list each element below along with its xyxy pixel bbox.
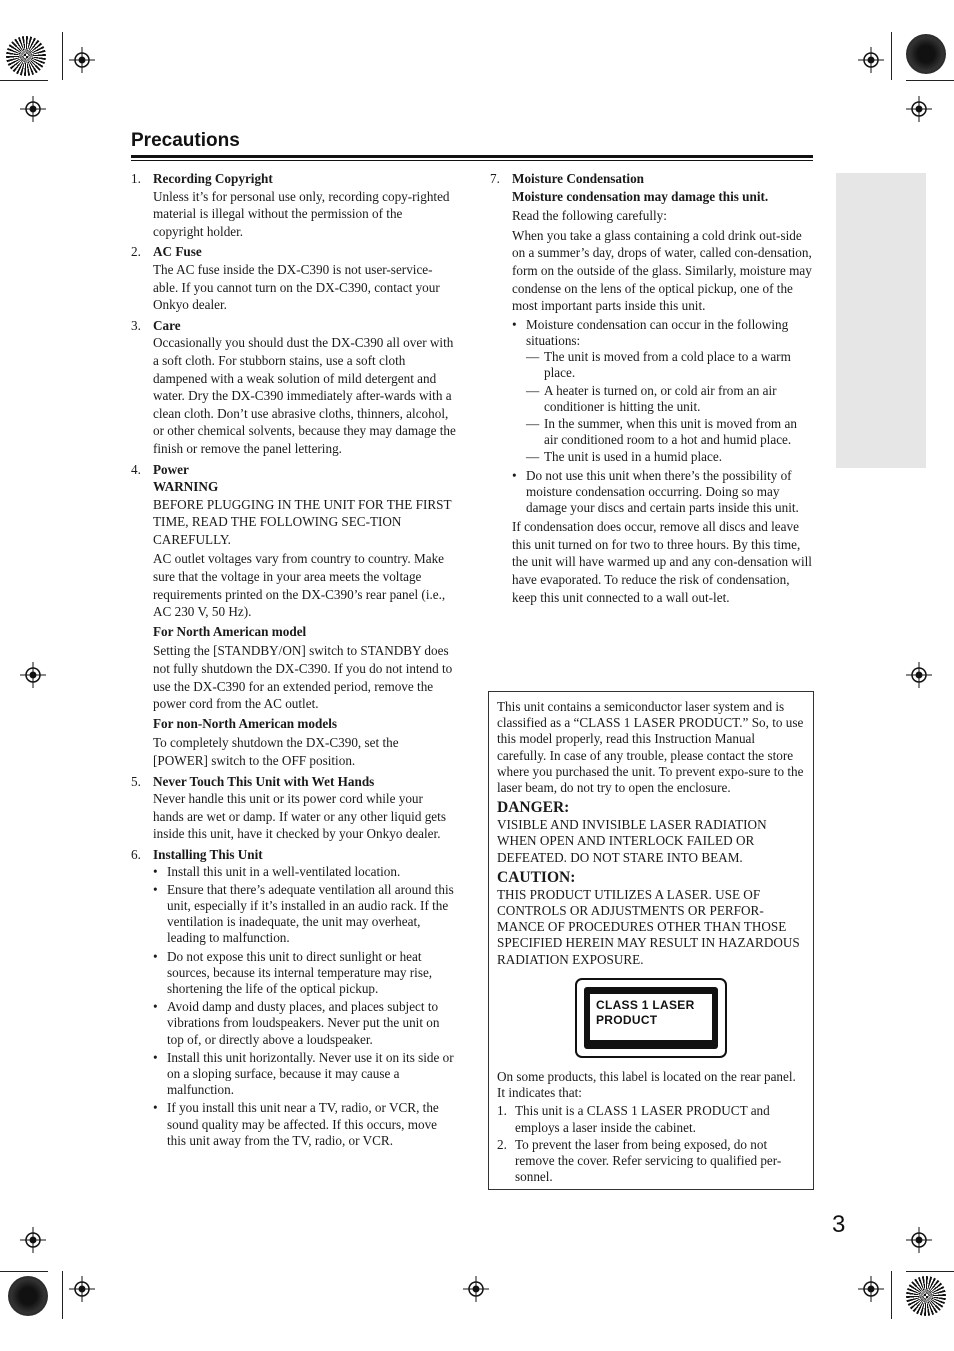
warning-heading: WARNING xyxy=(153,479,219,495)
na-text: Setting the [STANDBY/ON] switch to STANDBY does not fully shutdown the DX-C390. If you do not intend to use the DX-C390 for an extended period, remove the power cord from the AC outlet. xyxy=(153,643,453,712)
rosette-mark-top-left xyxy=(6,36,46,76)
item-number: 3. xyxy=(131,317,141,333)
registration-mark-icon xyxy=(858,47,884,73)
registration-mark-icon xyxy=(906,662,932,688)
nna-text: To completely shutdown the DX-C390, set the [POWER] switch to the OFF position. xyxy=(153,735,399,768)
item-heading: Recording Copyright xyxy=(153,171,273,186)
note-list xyxy=(497,1103,807,1185)
crop-mark xyxy=(891,1271,892,1319)
item-heading: Care xyxy=(153,317,181,333)
crop-mark xyxy=(0,80,48,81)
item-number: 7. xyxy=(490,171,500,186)
item-number: 6. xyxy=(131,846,141,862)
voltage-text: AC outlet voltages vary from country to country. Make sure that the voltage in your area meets the voltage requirements printed on the DX-C390’s rear panel (i.e., AC 230 V, 50 Hz). xyxy=(153,551,446,620)
item-text: Unless it’s for personal use only, recording copy-righted material is illegal without the permission of the copyright holder. xyxy=(153,188,450,239)
precaution-item xyxy=(131,170,456,240)
page-number: 3 xyxy=(832,1211,846,1238)
item-text: Never handle this unit or its power cord while your hands are wet or damp. If water or any other liquid gets inside this unit, have it checked by your Onkyo dealer. xyxy=(153,791,446,842)
crop-mark xyxy=(891,32,892,80)
side-tab xyxy=(836,173,926,468)
registration-mark-icon xyxy=(20,662,46,688)
list-item: • If you install this unit near a TV, radio, or VCR, the sound quality may be affected. If this occurs, move this unit away from the TV, radio, or VCR. xyxy=(153,1100,439,1148)
laser-warning-box xyxy=(488,691,814,1190)
item-number: 1. xyxy=(131,171,141,186)
installation-bullets xyxy=(153,864,456,1149)
item-heading: Power xyxy=(153,461,189,477)
item-heading: Never Touch This Unit with Wet Hands xyxy=(153,773,375,789)
danger-text: VISIBLE AND INVISIBLE LASER RADIATION WHEN OPEN AND INTERLOCK FAILED OR DEFEATED. DO NOT STARE INTO BEAM. xyxy=(497,817,767,865)
rosette-mark-bottom-left xyxy=(8,1276,48,1316)
note-intro: On some products, this label is located on the rear panel. It indicates that: xyxy=(497,1069,796,1101)
precaution-item xyxy=(131,317,456,458)
registration-mark-icon xyxy=(69,47,95,73)
left-column xyxy=(131,170,456,1152)
caution-heading: CAUTION: xyxy=(497,868,576,886)
list-item: — A heater is turned on, or cold air from an air conditioner is hitting the unit. xyxy=(526,382,777,414)
read-text: Read the following carefully: xyxy=(512,208,667,224)
closing-text: If condensation does occur, remove all discs and leave this unit turned on for two to three hours. By this time, the unit will have warmed up and any con-densation will have evaporated. To reduce the risk of condensation, keep this unit connected to a wall out-let. xyxy=(512,519,812,605)
item-subheading: Moisture condensation may damage this unit. xyxy=(512,188,769,204)
list-item: — In the summer, when this unit is moved from an air conditioned room to a hot and humid place. xyxy=(526,415,797,448)
list-item: 2. To prevent the laser from being exposed, do not remove the cover. Refer servicing to qualified per-sonnel. xyxy=(497,1136,782,1185)
registration-mark-icon xyxy=(858,1276,884,1302)
precaution-item xyxy=(490,170,814,606)
list-item: • Install this unit horizontally. Never use it on its side or on a sloping surface, because it may cause a malfunction. xyxy=(153,1049,454,1098)
precaution-item xyxy=(131,846,456,1149)
title-rule-thin xyxy=(131,160,813,161)
list-item: • Ensure that there’s adequate ventilation all around this unit, especially if it’s installed in an audio rack. If the ventilation is inadequate, the unit may overheat, leading to malfunction. xyxy=(153,881,454,946)
item-heading: Moisture Condensation xyxy=(512,171,645,186)
registration-mark-icon xyxy=(906,1227,932,1253)
registration-mark-icon xyxy=(906,96,932,122)
crop-mark xyxy=(62,1271,63,1319)
registration-mark-icon xyxy=(20,1227,46,1253)
crop-mark xyxy=(62,32,63,80)
item-number: 5. xyxy=(131,773,141,789)
list-item: 1. This unit is a CLASS 1 LASER PRODUCT and employs a laser inside the cabinet. xyxy=(497,1103,770,1135)
item-text: The AC fuse inside the DX-C390 is not user-service-able. If you cannot turn on the DX-C390, contact your Onkyo dealer. xyxy=(153,261,440,313)
laser-intro: This unit contains a semiconductor laser system and is classified as a “CLASS 1 LASER PRODUCT.” So, to use this model properly, read this Instruction Manual carefully. In case of any trouble, please contact the store where you purchased the unit. To prevent expo-sure to the laser beam, do not try to open the enclosure. xyxy=(497,699,804,796)
caution-text: THIS PRODUCT UTILIZES A LASER. USE OF CONTROLS OR ADJUSTMENTS OR PERFOR-MANCE OF PROCEDURES OTHER THAN THOSE SPECIFIED HEREIN MAY RESULT IN HAZARDOUS RADIATION EXPOSURE. xyxy=(497,886,800,967)
danger-heading: DANGER: xyxy=(497,799,570,817)
page-title: Precautions xyxy=(131,130,240,151)
precaution-item xyxy=(131,461,456,770)
registration-mark-icon xyxy=(69,1276,95,1302)
laser-note xyxy=(497,1069,807,1185)
situation-list xyxy=(526,349,814,465)
laser-label xyxy=(575,978,727,1058)
title-rule-thick xyxy=(131,155,813,158)
registration-mark-icon xyxy=(463,1276,489,1302)
item-heading: Installing This Unit xyxy=(153,846,263,862)
list-item: • Avoid damp and dusty places, and places subject to vibrations from loudspeakers. Never put the unit on top of, or directly above a loudspeaker. xyxy=(153,999,440,1047)
warning-text: BEFORE PLUGGING IN THE UNIT FOR THE FIRST TIME, READ THE FOLLOWING SEC-TION CAREFULLY. xyxy=(153,496,452,547)
nna-heading: For non-North American models xyxy=(153,715,337,731)
laser-label-line2: PRODUCT xyxy=(596,1013,658,1027)
precaution-item xyxy=(131,243,456,313)
item-heading: AC Fuse xyxy=(153,244,202,260)
crop-mark xyxy=(0,1271,48,1272)
list-item: • Moisture condensation can occur in the following situations: — The unit is moved from a cold place to a warm place. — A heater is turned on, or cold air from an air conditioner is hitting the unit. — In the summer, when this unit is moved from an air conditioned room to a hot and humid place. — The unit is used in a humid place. xyxy=(512,317,814,466)
right-column xyxy=(490,170,814,609)
na-heading: For North American model xyxy=(153,623,307,639)
intro-text: When you take a glass containing a cold drink out-side on a summer’s day, drops of water, called con-densation, form on the outside of the glass. Similarly, moisture may condense on the lens of the optical pickup, one of the most important parts inside this unit. xyxy=(512,227,812,314)
item-number: 2. xyxy=(131,244,141,260)
list-item: — The unit is moved from a cold place to a warm place. xyxy=(526,349,791,381)
rosette-mark-top-right xyxy=(906,34,946,74)
condensation-bullets xyxy=(512,317,814,516)
list-item: • Do not use this unit when there’s the possibility of moisture condensation occurring. Doing so may damage your discs and certain parts inside this unit. xyxy=(512,467,799,515)
list-item: — The unit is used in a humid place. xyxy=(526,449,722,465)
rosette-mark-bottom-right xyxy=(906,1276,946,1316)
registration-mark-icon xyxy=(20,96,46,122)
laser-label-line1: CLASS 1 LASER xyxy=(596,998,695,1012)
item-number: 4. xyxy=(131,461,141,477)
precaution-item xyxy=(131,773,456,843)
list-item: • Install this unit in a well-ventilated location. xyxy=(153,863,401,879)
item-text: Occasionally you should dust the DX-C390 all over with a soft cloth. For stubborn stains, use a soft cloth dampened with a weak solution of mild detergent and water. Dry the DX-C390 immediately after-wards with a clean cloth. Don’t use abrasive cloths, thinners, alcohol, or other chemical solvents, because they may damage the finish or remove the panel lettering. xyxy=(153,335,456,456)
list-item: • Do not expose this unit to direct sunlight or heat sources, because its internal temperature may rise, shortening the life of the optical pickup. xyxy=(153,948,433,996)
crop-mark xyxy=(906,1271,954,1272)
crop-mark xyxy=(906,80,954,81)
